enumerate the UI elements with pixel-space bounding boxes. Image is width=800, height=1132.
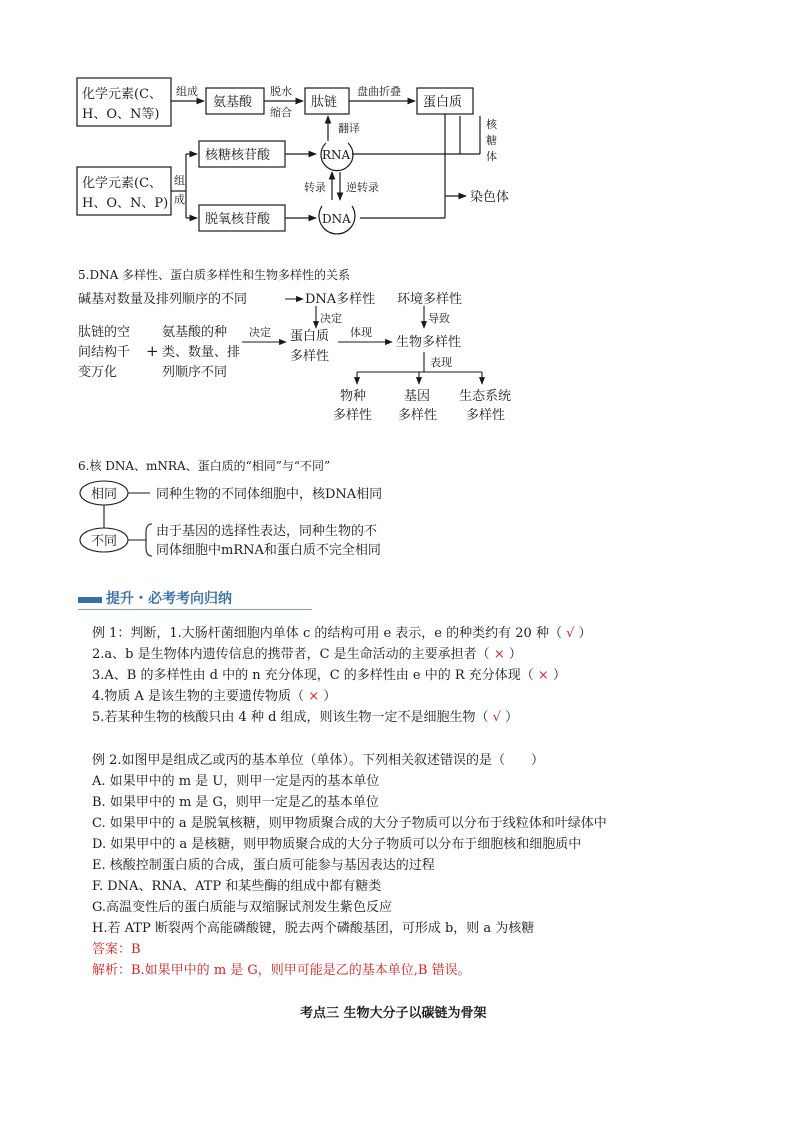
example2-option-a: A. 如果甲中的 m 是 U，则甲一定是丙的基本单位 <box>92 774 380 789</box>
diff-label: 不同 <box>91 534 118 549</box>
example2-option-f: F. DNA、RNA、ATP 和某些酶的组成中都有糖类 <box>92 879 382 894</box>
paren-close: ） <box>578 626 592 641</box>
ribosome-3: 体 <box>486 150 497 163</box>
central-dogma-diagram <box>0 0 800 262</box>
section-header <box>78 588 312 610</box>
section5-title: 5.DNA 多样性、蛋白质多样性和生物多样性的关系 <box>78 268 351 282</box>
species-1: 物种 <box>340 389 367 404</box>
example1-item-2 <box>92 645 522 665</box>
env-diversity: 环境多样性 <box>397 292 463 307</box>
cross-mark: × <box>489 647 509 662</box>
deoxyribonucleotide-label: 脱氧核苷酸 <box>205 212 271 227</box>
diff-text-2: 同体细胞中mRNA和蛋白质不完全相同 <box>156 543 381 558</box>
ribosome-2: 糖 <box>486 134 497 147</box>
section-header-title: 提升・必考考向归纳 <box>106 591 232 607</box>
plus-sign: + <box>146 342 159 360</box>
example1-text: 例 1：判断，1.大肠杆菌细胞内单体 c 的结构可用 e 表示，e 的种类约有 20 种（ <box>92 626 562 641</box>
cross-mark: × <box>533 668 553 683</box>
amino-text-1: 氨基酸的种 <box>162 325 228 340</box>
decide-1: 决定 <box>320 312 342 325</box>
example2-option-d: D. 如果甲中的 a 是核糖，则甲物质聚合成的大分子物质可以分布于细胞核和细胞质中 <box>92 837 582 852</box>
edge-folding: 盘曲折叠 <box>357 85 401 98</box>
next-section-heading: 考点三 生物大分子以碳链为骨架 <box>300 1006 487 1021</box>
section-header-stripe <box>78 597 102 603</box>
edge-reverse-transcription: 逆转录 <box>346 181 379 194</box>
dna-diversity: DNA多样性 <box>305 292 376 307</box>
ecosystem-2: 多样性 <box>466 408 506 423</box>
example2-option-c: C. 如果甲中的 a 是脱氧核糖，则甲物质聚合成的大分子物质可以分布于线粒体和叶绿体中 <box>92 816 607 831</box>
example1-text: 4.物质 A 是该生物的主要遗传物质（ <box>92 689 305 704</box>
example1-text: 5.若某种生物的核酸只由 4 种 d 组成，则该生物一定不是细胞生物（ <box>92 710 489 725</box>
bio-diversity: 生物多样性 <box>396 335 462 350</box>
section6-title: 6.核 DNA、mNRA、蛋白质的“相同”与“不同” <box>78 459 331 473</box>
peptide-label: 肽链 <box>311 95 338 110</box>
example1-item-3 <box>92 666 566 686</box>
same-text: 同种生物的不同体细胞中，核DNA相同 <box>156 487 383 502</box>
example2-question: 例 2.如图甲是组成乙或丙的基本单位（单体）。下列相关叙述错误的是（ ） <box>92 753 545 768</box>
amino-text-3: 列顺序不同 <box>162 365 228 380</box>
peptide-text-3: 变万化 <box>78 365 118 380</box>
example1-item-1 <box>92 624 592 644</box>
ribonucleotide-label: 核糖核苷酸 <box>205 148 271 163</box>
edge-dehydration-1: 脱水 <box>270 85 292 98</box>
edge-translation: 翻译 <box>338 122 360 135</box>
protein-label: 蛋白质 <box>423 95 463 110</box>
edge-compose-1: 组成 <box>176 85 198 98</box>
decide-2: 决定 <box>249 326 271 339</box>
diversity-diagram <box>0 282 800 432</box>
gene-2: 多样性 <box>398 408 438 423</box>
section-header-underline <box>78 609 312 610</box>
cross-mark: × <box>304 689 324 704</box>
peptide-text-2: 间结构千 <box>78 345 131 360</box>
protein-diversity-2: 多样性 <box>290 349 330 364</box>
dna-label: DNA <box>322 212 351 226</box>
element-box-1-line2: H、O、N等) <box>82 107 160 122</box>
species-2: 多样性 <box>333 408 373 423</box>
example1-text: 2.a、b 是生物体内遗传信息的携带者，C 是生命活动的主要承担者（ <box>92 647 490 662</box>
paren-close: ） <box>552 668 566 683</box>
diff-text-1: 由于基因的选择性表达，同种生物的不 <box>156 524 378 539</box>
example2-answer: 答案：B <box>92 942 141 957</box>
paren-close: ） <box>508 647 522 662</box>
edge-dehydration-2: 缩合 <box>270 106 292 119</box>
same-label: 相同 <box>91 487 118 502</box>
example2-option-e: E. 核酸控制蛋白质的合成，蛋白质可能参与基因表达的过程 <box>92 858 435 873</box>
amino-acid-label: 氨基酸 <box>213 95 253 110</box>
element-box-2-line1: 化学元素(C、 <box>82 176 163 191</box>
rna-label: RNA <box>322 148 351 162</box>
edge-transcription: 转录 <box>304 181 326 194</box>
edge-compose-2a: 组 <box>174 174 185 187</box>
ecosystem-1: 生态系统 <box>459 389 512 404</box>
example2-option-b: B. 如果甲中的 m 是 G，则甲一定是乙的基本单位 <box>92 795 379 810</box>
diff-brace <box>146 524 152 556</box>
peptide-text-1: 肽链的空 <box>78 325 131 340</box>
manifest: 表现 <box>430 356 452 369</box>
edge-compose-2b: 成 <box>174 193 185 206</box>
paren-close: ） <box>505 710 519 725</box>
chromosome-label: 染色体 <box>470 190 510 205</box>
element-box-2-line2: H、O、N、P) <box>82 196 169 211</box>
amino-text-2: 类、数量、排 <box>162 345 241 360</box>
protein-diversity-1: 蛋白质 <box>290 329 330 344</box>
example2-option-g: G.高温变性后的蛋白质能与双缩脲试剂发生紫色反应 <box>92 900 393 915</box>
example1-item-5 <box>92 708 518 728</box>
example1-text: 3.A、B 的多样性由 d 中的 n 充分体现，C 的多样性由 e 中的 R 充分体现（ <box>92 668 534 683</box>
check-mark: √ <box>488 710 506 725</box>
example1-item-4 <box>92 687 336 707</box>
paren-close: ） <box>323 689 337 704</box>
base-sequence-text: 碱基对数量及排列顺序的不同 <box>78 292 248 307</box>
cause: 导致 <box>428 312 450 325</box>
gene-1: 基因 <box>404 389 431 404</box>
embody: 体现 <box>350 326 372 339</box>
check-mark: √ <box>561 626 579 641</box>
same-diff-diagram <box>0 474 800 560</box>
example2-option-h: H.若 ATP 断裂两个高能磷酸键，脱去两个磷酸基团，可形成 b，则 a 为核糖 <box>92 921 535 936</box>
example2-analysis: 解析：B.如果甲中的 m 是 G，则甲可能是乙的基本单位,B 错误。 <box>92 963 471 978</box>
element-box-1-line1: 化学元素(C、 <box>82 87 163 102</box>
ribosome-1: 核 <box>486 118 497 131</box>
